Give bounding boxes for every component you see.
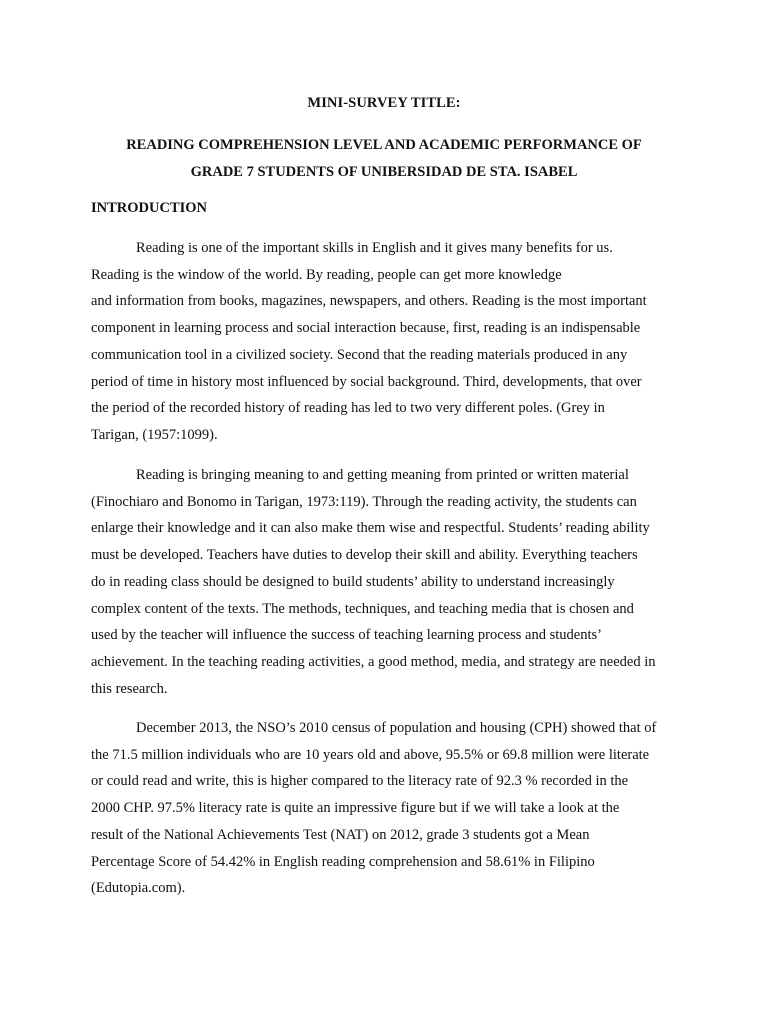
paragraph-line: must be developed. Teachers have duties to develop their skill and ability. Everything teachers bbox=[91, 547, 638, 564]
section-heading-introduction: INTRODUCTION bbox=[91, 200, 208, 216]
paragraph-line: Reading is bringing meaning to and getting meaning from printed or written material bbox=[136, 467, 629, 483]
paragraph-line: Reading is the window of the world. By reading, people can get more knowledge bbox=[91, 266, 562, 283]
paragraph-line: December 2013, the NSO’s 2010 census of population and housing (CPH) showed that of bbox=[136, 720, 657, 736]
survey-title-label: MINI-SURVEY TITLE: bbox=[307, 95, 461, 111]
paragraph-line: and information from books, magazines, newspapers, and others. Reading is the most important bbox=[91, 293, 647, 310]
paragraph-line: enlarge their knowledge and it can also make them wise and respectful. Students’ reading ability bbox=[91, 520, 650, 537]
survey-title bbox=[90, 132, 678, 186]
paragraph bbox=[91, 462, 691, 702]
paragraph-line: Percentage Score of 54.42% in English reading comprehension and 58.61% in Filipino bbox=[91, 853, 595, 870]
paragraph-line: (Edutopia.com). bbox=[91, 880, 186, 897]
paragraph-line: or could read and write, this is higher compared to the literacy rate of 92.3 % recorded in the bbox=[91, 773, 629, 790]
paragraph-line: communication tool in a civilized society. Second that the reading materials produced in any bbox=[91, 346, 628, 363]
paragraph-line: this research. bbox=[91, 680, 168, 697]
survey-title-line: READING COMPREHENSION LEVEL AND ACADEMIC PERFORMANCE OF bbox=[126, 137, 642, 153]
paragraph-line: period of time in history most influenced by social background. Third, developments, that over bbox=[91, 373, 642, 390]
paragraph-line: result of the National Achievements Test (NAT) on 2012, grade 3 students got a Mean bbox=[91, 826, 590, 843]
paragraph bbox=[91, 715, 691, 902]
paragraph-line: Tarigan, (1957:1099). bbox=[91, 426, 218, 443]
paragraph-line: do in reading class should be designed to build students’ ability to understand increasingly bbox=[91, 573, 615, 590]
paragraph-line: component in learning process and social interaction because, first, reading is an indispensable bbox=[91, 320, 641, 337]
paragraph-line: Reading is one of the important skills in English and it gives many benefits for us. bbox=[136, 240, 613, 256]
paragraph-line: the period of the recorded history of reading has led to two very different poles. (Grey in bbox=[91, 400, 605, 417]
paragraph-line: complex content of the texts. The methods, techniques, and teaching media that is chosen and bbox=[91, 600, 634, 617]
paragraph-line: achievement. In the teaching reading activities, a good method, media, and strategy are needed in bbox=[91, 653, 656, 670]
paragraph bbox=[91, 235, 691, 449]
paragraph-line: (Finochiaro and Bonomo in Tarigan, 1973:119). Through the reading activity, the students can bbox=[91, 493, 637, 510]
paragraph-line: 2000 CHP. 97.5% literacy rate is quite an impressive figure but if we will take a look at the bbox=[91, 800, 620, 817]
paragraph-line: used by the teacher will influence the success of teaching learning process and students’ bbox=[91, 627, 602, 644]
survey-title-line: GRADE 7 STUDENTS OF UNIBERSIDAD DE STA. ISABEL bbox=[190, 164, 578, 180]
paragraph-line: the 71.5 million individuals who are 10 years old and above, 95.5% or 69.8 million were literate bbox=[91, 746, 650, 763]
